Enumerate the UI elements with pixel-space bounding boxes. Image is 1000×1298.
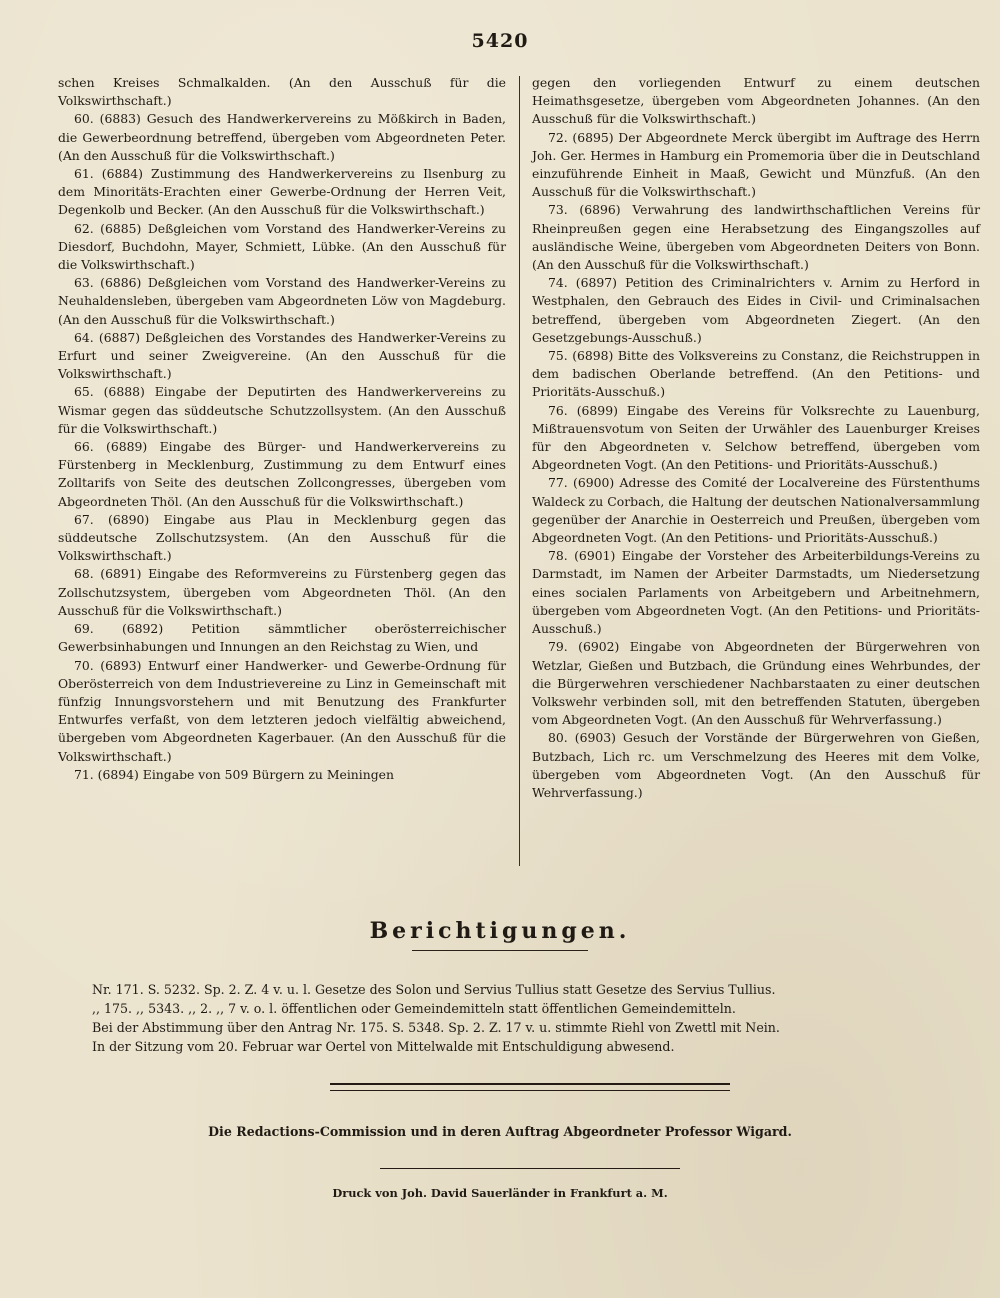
list-item: 69. (6892) Petition sämmtlicher oberösterreichischer Gewerbsinhabungen und Innungen an den Reichstag zu Wien, und (58, 621, 506, 655)
list-item: 61. (6884) Zustimmung des Handwerkervereins zu Ilsenburg zu dem Minoritäts-Erachten einer Gewerbe-Ordnung der Herren Veit, Degenkolb und Becker. (An den Ausschuß für die Volkswirthschaft.) (58, 166, 506, 218)
left-column (58, 74, 506, 784)
list-item: 71. (6894) Eingabe von 509 Bürgern zu Meiningen (74, 766, 394, 782)
corrections-list (92, 980, 952, 1056)
corrections-section (0, 918, 1000, 1054)
two-column-body (58, 74, 980, 874)
column-divider (519, 76, 520, 866)
list-item: 73. (6896) Verwahrung des landwirthschaftlichen Vereins für Rheinpreußen gegen eine Herabsetzung des Eingangszolles auf ausländische Weine, übergeben vom Abgeordneten Deiters von Bonn. (An den Ausschuß für die Volkswirthschaft.) (532, 202, 980, 273)
list-item: schen Kreises Schmalkalden. (An den Ausschuß für die Volkswirthschaft.) (58, 75, 506, 109)
list-item: 75. (6898) Bitte des Volksvereins zu Constanz, die Reichstruppen in dem badischen Oberlande betreffend. (An den Petitions- und Prioritäts-Ausschuß.) (532, 348, 980, 400)
list-item: 68. (6891) Eingabe des Reformvereins zu Fürstenberg gegen das Zollschutzsystem, übergeben vom Abgeordneten Thöl. (An den Ausschuß für die Volkswirthschaft.) (58, 566, 506, 618)
list-item: 74. (6897) Petition des Criminalrichters v. Arnim zu Herford in Westphalen, den Gebrauch des Eides in Civil- und Criminalsachen betreffend, übergeben vom Abgeordneten Ziegert. (An den Gesetzgebungs-Ausschuß.) (532, 275, 980, 345)
title-underline (412, 950, 588, 951)
printer-imprint: Druck von Joh. David Sauerländer in Frankfurt a. M. (332, 1186, 668, 1200)
list-item: 64. (6887) Deßgleichen des Vorstandes des Handwerker-Vereins zu Erfurt und seiner Zweigvereine. (An den Ausschuß für die Volkswirthschaft.) (58, 329, 506, 382)
correction-line: In der Sitzung vom 20. Februar war Oertel von Mittelwalde mit Entschuldigung abwesend. (92, 1039, 675, 1054)
commission-signature: Die Redactions-Commission und in deren Auftrag Abgeordneter Professor Wigard. (208, 1124, 792, 1139)
list-item: 76. (6899) Eingabe des Vereins für Volksrechte zu Lauenburg, Mißtrauensvotum von Seiten der Urwähler des Lauenburger Kreises für den Abgeordneten v. Selchow betreffend, übergeben vom Abgeordneten Vogt. (An den Petitions- und Prioritäts-Ausschuß.) (532, 402, 980, 473)
list-item: 60. (6883) Gesuch des Handwerkervereins zu Mößkirch in Baden, die Gewerbeordnung betreffend, übergeben vom Abgeordneten Peter. (An den Ausschuß für die Volkswirthschaft.) (58, 111, 506, 163)
list-item: 77. (6900) Adresse des Comité der Localvereine des Fürstenthums Waldeck zu Corbach, die Haltung der deutschen Nationalversammlung gegenüber der Anarchie in Oesterreich und Preußen, übergeben vom Abgeordneten Vogt. (An den Petitions- und Prioritäts-Ausschuß.) (532, 475, 980, 546)
list-item: 80. (6903) Gesuch der Vorstände der Bürgerwehren von Gießen, Butzbach, Lich rc. um Verschmelzung des Heeres mit dem Volke, übergeben vom Abgeordneten Vogt. (An den Ausschuß für Wehrverfassung.) (532, 730, 980, 800)
corrections-title: Berichtigungen. (369, 918, 631, 944)
list-item: 65. (6888) Eingabe der Deputirten des Handwerkervereins zu Wismar gegen das süddeutsche Schutzzollsystem. (An den Ausschuß für die Volkswirthschaft.) (58, 384, 506, 436)
list-item: 67. (6890) Eingabe aus Plau in Mecklenburg gegen das süddeutsche Zollschutzsystem. (An den Ausschuß für die Volkswirthschaft.) (58, 511, 506, 564)
page-number: 5420 (471, 30, 529, 52)
footer-divider (380, 1168, 680, 1169)
list-item: 63. (6886) Deßgleichen vom Vorstand des Handwerker-Vereins zu Neuhaldensleben, übergeben vam Abgeordneten Löw von Magdeburg. (An den Ausschuß für die Volkswirthschaft.) (58, 275, 506, 327)
correction-line: Nr. 171. S. 5232. Sp. 2. Z. 4 v. u. l. Gesetze des Solon und Servius Tullius statt Gesetze des Servius Tullius. (92, 982, 776, 997)
list-item: 66. (6889) Eingabe des Bürger- und Handwerkervereins zu Fürstenberg in Mecklenburg, Zustimmung zu dem Entwurf eines Zolltarifs von Seite des deutschen Zollcongresses, übergeben vom Abgeordneten Thöl. (An den Ausschuß für die Volkswirthschaft.) (58, 439, 506, 509)
list-item: 78. (6901) Eingabe der Vorsteher des Arbeiterbildungs-Vereins zu Darmstadt, im Namen der Arbeiter Darmstadts, um Niedersetzung eines socialen Parlaments von Arbeitgebern und Arbeitnehmern, übergeben vom Abgeordneten Vogt. (An den Petitions- und Prioritäts-Ausschuß.) (532, 548, 980, 637)
list-item: 72. (6895) Der Abgeordnete Merck übergibt im Auftrage des Herrn Joh. Ger. Hermes in Hamburg ein Promemoria über die in Deutschland einzuführende Einheit in Maaß, Gewicht und Münzfuß. (An den Ausschuß für die Volkswirthschaft.) (532, 129, 980, 200)
right-column (532, 74, 980, 802)
section-divider (330, 1083, 730, 1091)
list-item: 62. (6885) Deßgleichen vom Vorstand des Handwerker-Vereins zu Diesdorf, Buchdohn, Mayer, Schmiett, Lübke. (An den Ausschuß für die Volkswirthschaft.) (58, 220, 506, 273)
list-item: gegen den vorliegenden Entwurf zu einem deutschen Heimathsgesetze, übergeben vom Abgeordneten Johannes. (An den Ausschuß für die Volkswirthschaft.) (532, 75, 980, 127)
list-item: 70. (6893) Entwurf einer Handwerker- und Gewerbe-Ordnung für Oberösterreich von dem Industrievereine zu Linz in Gemeinschaft mit fünfzig Innungsvorstehern und mit Benutzung des Frankfurter Entwurfes verfaßt, von dem letzteren jedoch vielfältig abweichend, übergeben vom Abgeordneten Kagerbauer. (An den Ausschuß für die Volkswirthschaft.) (58, 657, 506, 764)
list-item: 79. (6902) Eingabe von Abgeordneten der Bürgerwehren von Wetzlar, Gießen und Butzbach, die Gründung eines Wehrbundes, der die Bürgerwehren verschiedener Nachbarstaaten zu einer deutschen Volkswehr verbinden soll, mit den betreffenden Statuten, übergeben vom Abgeordneten Vogt. (An den Ausschuß für Wehrverfassung.) (532, 639, 980, 728)
correction-line: ,, 175. ,, 5343. ,, 2. ,, 7 v. o. l. öffentlichen oder Gemeindemitteln statt öffentlichen Gemeindemitteln. (92, 1001, 736, 1016)
correction-line: Bei der Abstimmung über den Antrag Nr. 175. S. 5348. Sp. 2. Z. 17 v. u. stimmte Riehl von Zwettl mit Nein. (92, 1020, 780, 1035)
